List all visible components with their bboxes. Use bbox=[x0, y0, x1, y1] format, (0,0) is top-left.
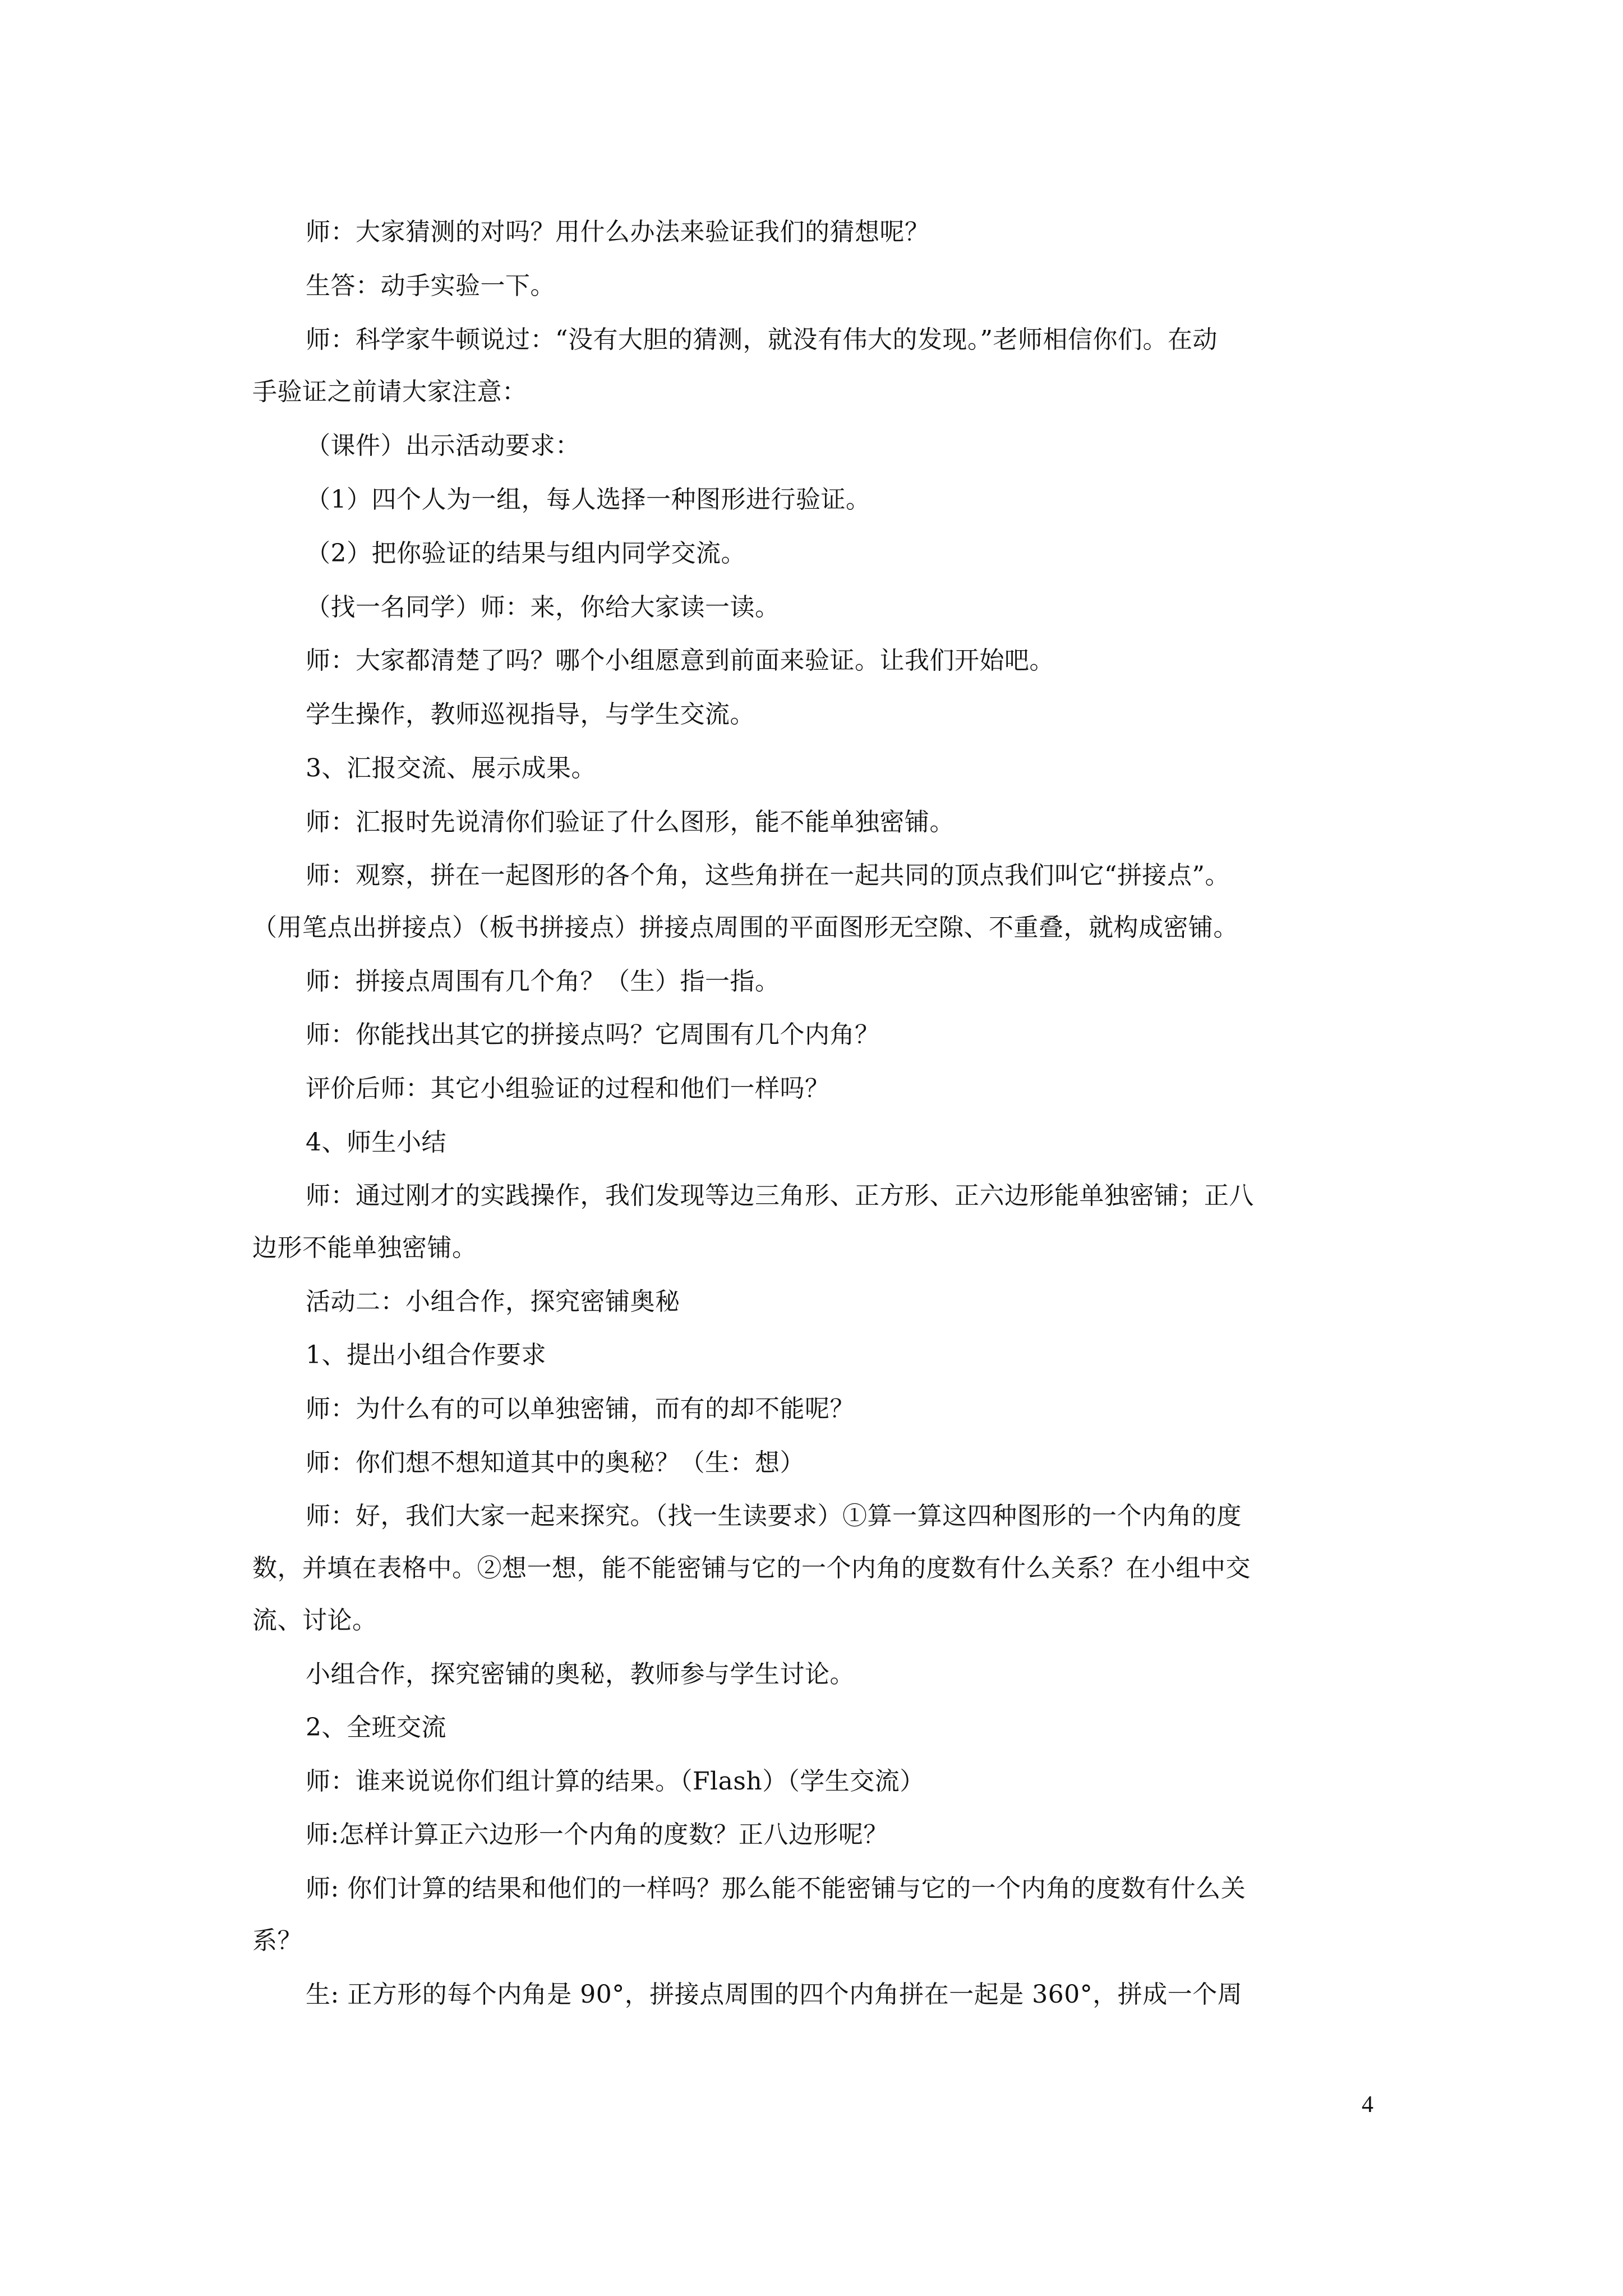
text-line: 3、汇报交流、展示成果。 bbox=[306, 754, 596, 783]
text-line: 生: 正方形的每个内角是 90°，拼接点周围的四个内角拼在一起是 360°，拼成一个周 bbox=[306, 1980, 1243, 2009]
text-line: 活动二：小组合作，探究密铺奥秘 bbox=[306, 1287, 680, 1316]
text-line: 师：科学家牛顿说过：“没有大胆的猜测，就没有伟大的发现。”老师相信你们。在动 bbox=[306, 325, 1218, 354]
page-number: 4 bbox=[1362, 2092, 1373, 2118]
text-line: 师：你们想不想知道其中的奥秘？（生：想） bbox=[306, 1448, 805, 1477]
text-line: 师：汇报时先说清你们验证了什么图形，能不能单独密铺。 bbox=[306, 808, 955, 836]
text-line: 师：谁来说说你们组计算的结果。（Flash）（学生交流） bbox=[306, 1767, 925, 1796]
text-line: 边形不能单独密铺。 bbox=[252, 1234, 477, 1262]
text-line: 学生操作，教师巡视指导，与学生交流。 bbox=[306, 700, 755, 729]
text-line: 师：通过刚才的实践操作，我们发现等边三角形、正方形、正六边形能单独密铺；正八 bbox=[306, 1181, 1254, 1210]
text-line: 师：大家猜测的对吗？用什么办法来验证我们的猜想呢？ bbox=[306, 218, 930, 246]
text-line: 手验证之前请大家注意： bbox=[252, 378, 527, 406]
text-line: 师：你能找出其它的拼接点吗？它周围有几个内角？ bbox=[306, 1020, 880, 1049]
text-line: 流、讨论。 bbox=[252, 1606, 377, 1635]
text-line: 师: 你们计算的结果和他们的一样吗？那么能不能密铺与它的一个内角的度数有什么关 bbox=[306, 1874, 1246, 1903]
text-line: 2、全班交流 bbox=[306, 1713, 446, 1742]
text-line: （找一名同学）师：来，你给大家读一读。 bbox=[306, 593, 780, 622]
text-line: （1）四个人为一组，每人选择一种图形进行验证。 bbox=[306, 485, 871, 514]
text-line: 师：为什么有的可以单独密铺，而有的却不能呢？ bbox=[306, 1395, 855, 1423]
text-line: （2）把你验证的结果与组内同学交流。 bbox=[306, 539, 746, 568]
text-line: 生答：动手实验一下。 bbox=[306, 272, 555, 300]
text-line: 数，并填在表格中。②想一想，能不能密铺与它的一个内角的度数有什么关系？在小组中交 bbox=[252, 1554, 1251, 1582]
text-line: 小组合作，探究密铺的奥秘，教师参与学生讨论。 bbox=[306, 1660, 855, 1688]
text-line: 评价后师：其它小组验证的过程和他们一样吗？ bbox=[306, 1074, 830, 1103]
text-line: （用笔点出拼接点）（板书拼接点）拼接点周围的平面图形无空隙、不重叠，就构成密铺。 bbox=[252, 913, 1238, 942]
text-line: 师:怎样计算正六边形一个内角的度数？正八边形呢？ bbox=[306, 1820, 888, 1849]
text-line: 师：拼接点周围有几个角？（生）指一指。 bbox=[306, 967, 780, 996]
text-line: （课件）出示活动要求： bbox=[306, 431, 580, 460]
text-line: 师：好，我们大家一起来探究。（找一生读要求）①算一算这四种图形的一个内角的度 bbox=[306, 1502, 1242, 1530]
text-line: 1、提出小组合作要求 bbox=[306, 1341, 546, 1369]
text-line: 系？ bbox=[252, 1926, 302, 1955]
text-line: 师：观察，拼在一起图形的各个角，这些角拼在一起共同的顶点我们叫它“拼接点”。 bbox=[306, 861, 1230, 890]
text-line: 师：大家都清楚了吗？哪个小组愿意到前面来验证。让我们开始吧。 bbox=[306, 646, 1054, 675]
text-line: 4、师生小结 bbox=[306, 1128, 446, 1157]
